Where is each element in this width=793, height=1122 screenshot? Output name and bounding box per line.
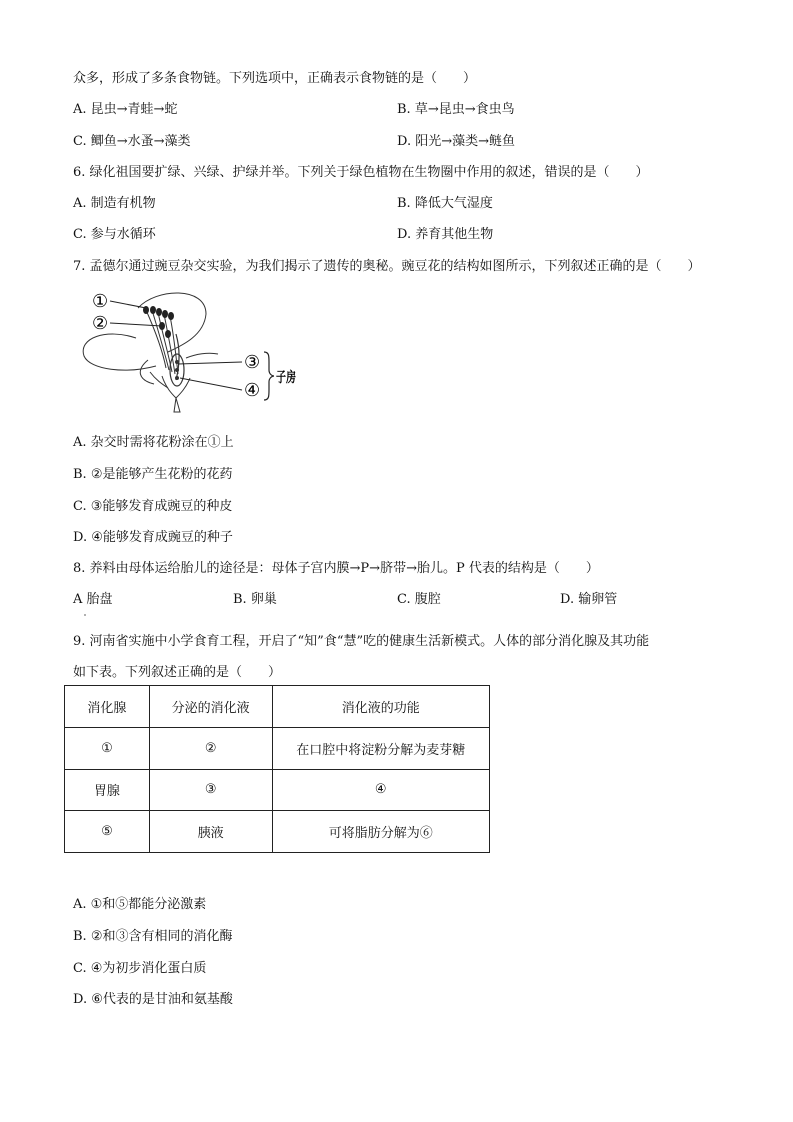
stray-mark [84,614,86,616]
table-row [65,727,490,769]
q7-stem: 7. 孟德尔通过豌豆杂交实验，为我们揭示了遗传的奥秘。豌豆花的结构如图所示，下列叙述正确的是（ ） [73,259,701,274]
figure-label-3: ③ [244,352,261,373]
table-cell: 胰液 [149,811,272,853]
q5-stem: 众多，形成了多条食物链。下列选项中，正确表示食物链的是（ ） [73,71,477,86]
q9-option-c: C. ④为初步消化蛋白质 [73,961,207,976]
petal-lower [140,360,154,384]
q9-stem-line1: 9. 河南省实施中小学食育工程，开启了“知”食“慧”吃的健康生活新模式。人体的部分消化腺及其功能 [73,634,650,649]
q6-option-d: D. 养育其他生物 [397,227,494,242]
q9-option-d: D. ⑥代表的是甘油和氨基酸 [73,992,233,1007]
petal-left [83,334,156,370]
table-header: 消化腺 [65,686,150,728]
q9-option-a: A. ①和⑤都能分泌激素 [73,897,207,912]
pea-flower-figure [76,288,304,416]
table-cell: ⑤ [65,811,150,853]
figure-label-1: ① [92,291,109,312]
q5-option-a: A. 昆虫→青蛙→蛇 [73,102,178,117]
q7-option-a: A. 杂交时需将花粉涂在①上 [73,435,234,450]
q8-option-d: D. 输卵管 [560,592,618,607]
table-cell: ③ [149,769,272,811]
q8-option-c: C. 腹腔 [397,592,441,607]
q9-stem-line2: 如下表。下列叙述正确的是（ ） [73,665,282,680]
table-cell: ④ [272,769,489,811]
table-cell: 可将脂肪分解为⑥ [272,811,489,853]
q8-option-a: A 胎盘 [73,592,113,607]
table-cell: 胃腺 [65,769,150,811]
q7-option-d: D. ④能够发育成豌豆的种子 [73,530,233,545]
table-row [65,769,490,811]
q5-option-c: C. 鲫鱼→水蚤→藻类 [73,134,191,149]
q6-stem: 6. 绿化祖国要扩绿、兴绿、护绿并举。下列关于绿色植物在生物圈中作用的叙述，错误的是（ ） [73,165,649,180]
table-header: 分泌的消化液 [149,686,272,728]
q7-option-b: B. ②是能够产生花粉的花药 [73,467,233,482]
q9-option-b: B. ②和③含有相同的消化酶 [73,929,233,944]
figure-label-ovary: 子房 [276,370,304,386]
figure-label-2: ② [92,313,109,334]
table-header: 消化液的功能 [272,686,489,728]
q5-option-b: B. 草→昆虫→食虫鸟 [397,102,515,117]
q8-stem: 8. 养料由母体运给胎儿的途径是：母体子宫内膜→P→脐带→胎儿。P 代表的结构是（ ） [73,561,599,576]
petal-upper [138,293,206,352]
table-cell: ① [65,727,150,769]
table-cell: 在口腔中将淀粉分解为麦芽糖 [272,727,489,769]
figure-label-4: ④ [244,380,261,401]
q6-option-c: C. 参与水循环 [73,227,156,242]
table-row [65,811,490,853]
digestive-gland-table [64,685,490,853]
q6-option-a: A. 制造有机物 [73,196,156,211]
table-cell: ② [149,727,272,769]
table-header-row [65,686,490,728]
q8-option-b: B. 卵巢 [233,592,277,607]
q6-option-b: B. 降低大气湿度 [397,196,493,211]
q5-option-d: D. 阳光→藻类→鲢鱼 [397,134,516,149]
q7-option-c: C. ③能够发育成豌豆的种皮 [73,499,233,514]
